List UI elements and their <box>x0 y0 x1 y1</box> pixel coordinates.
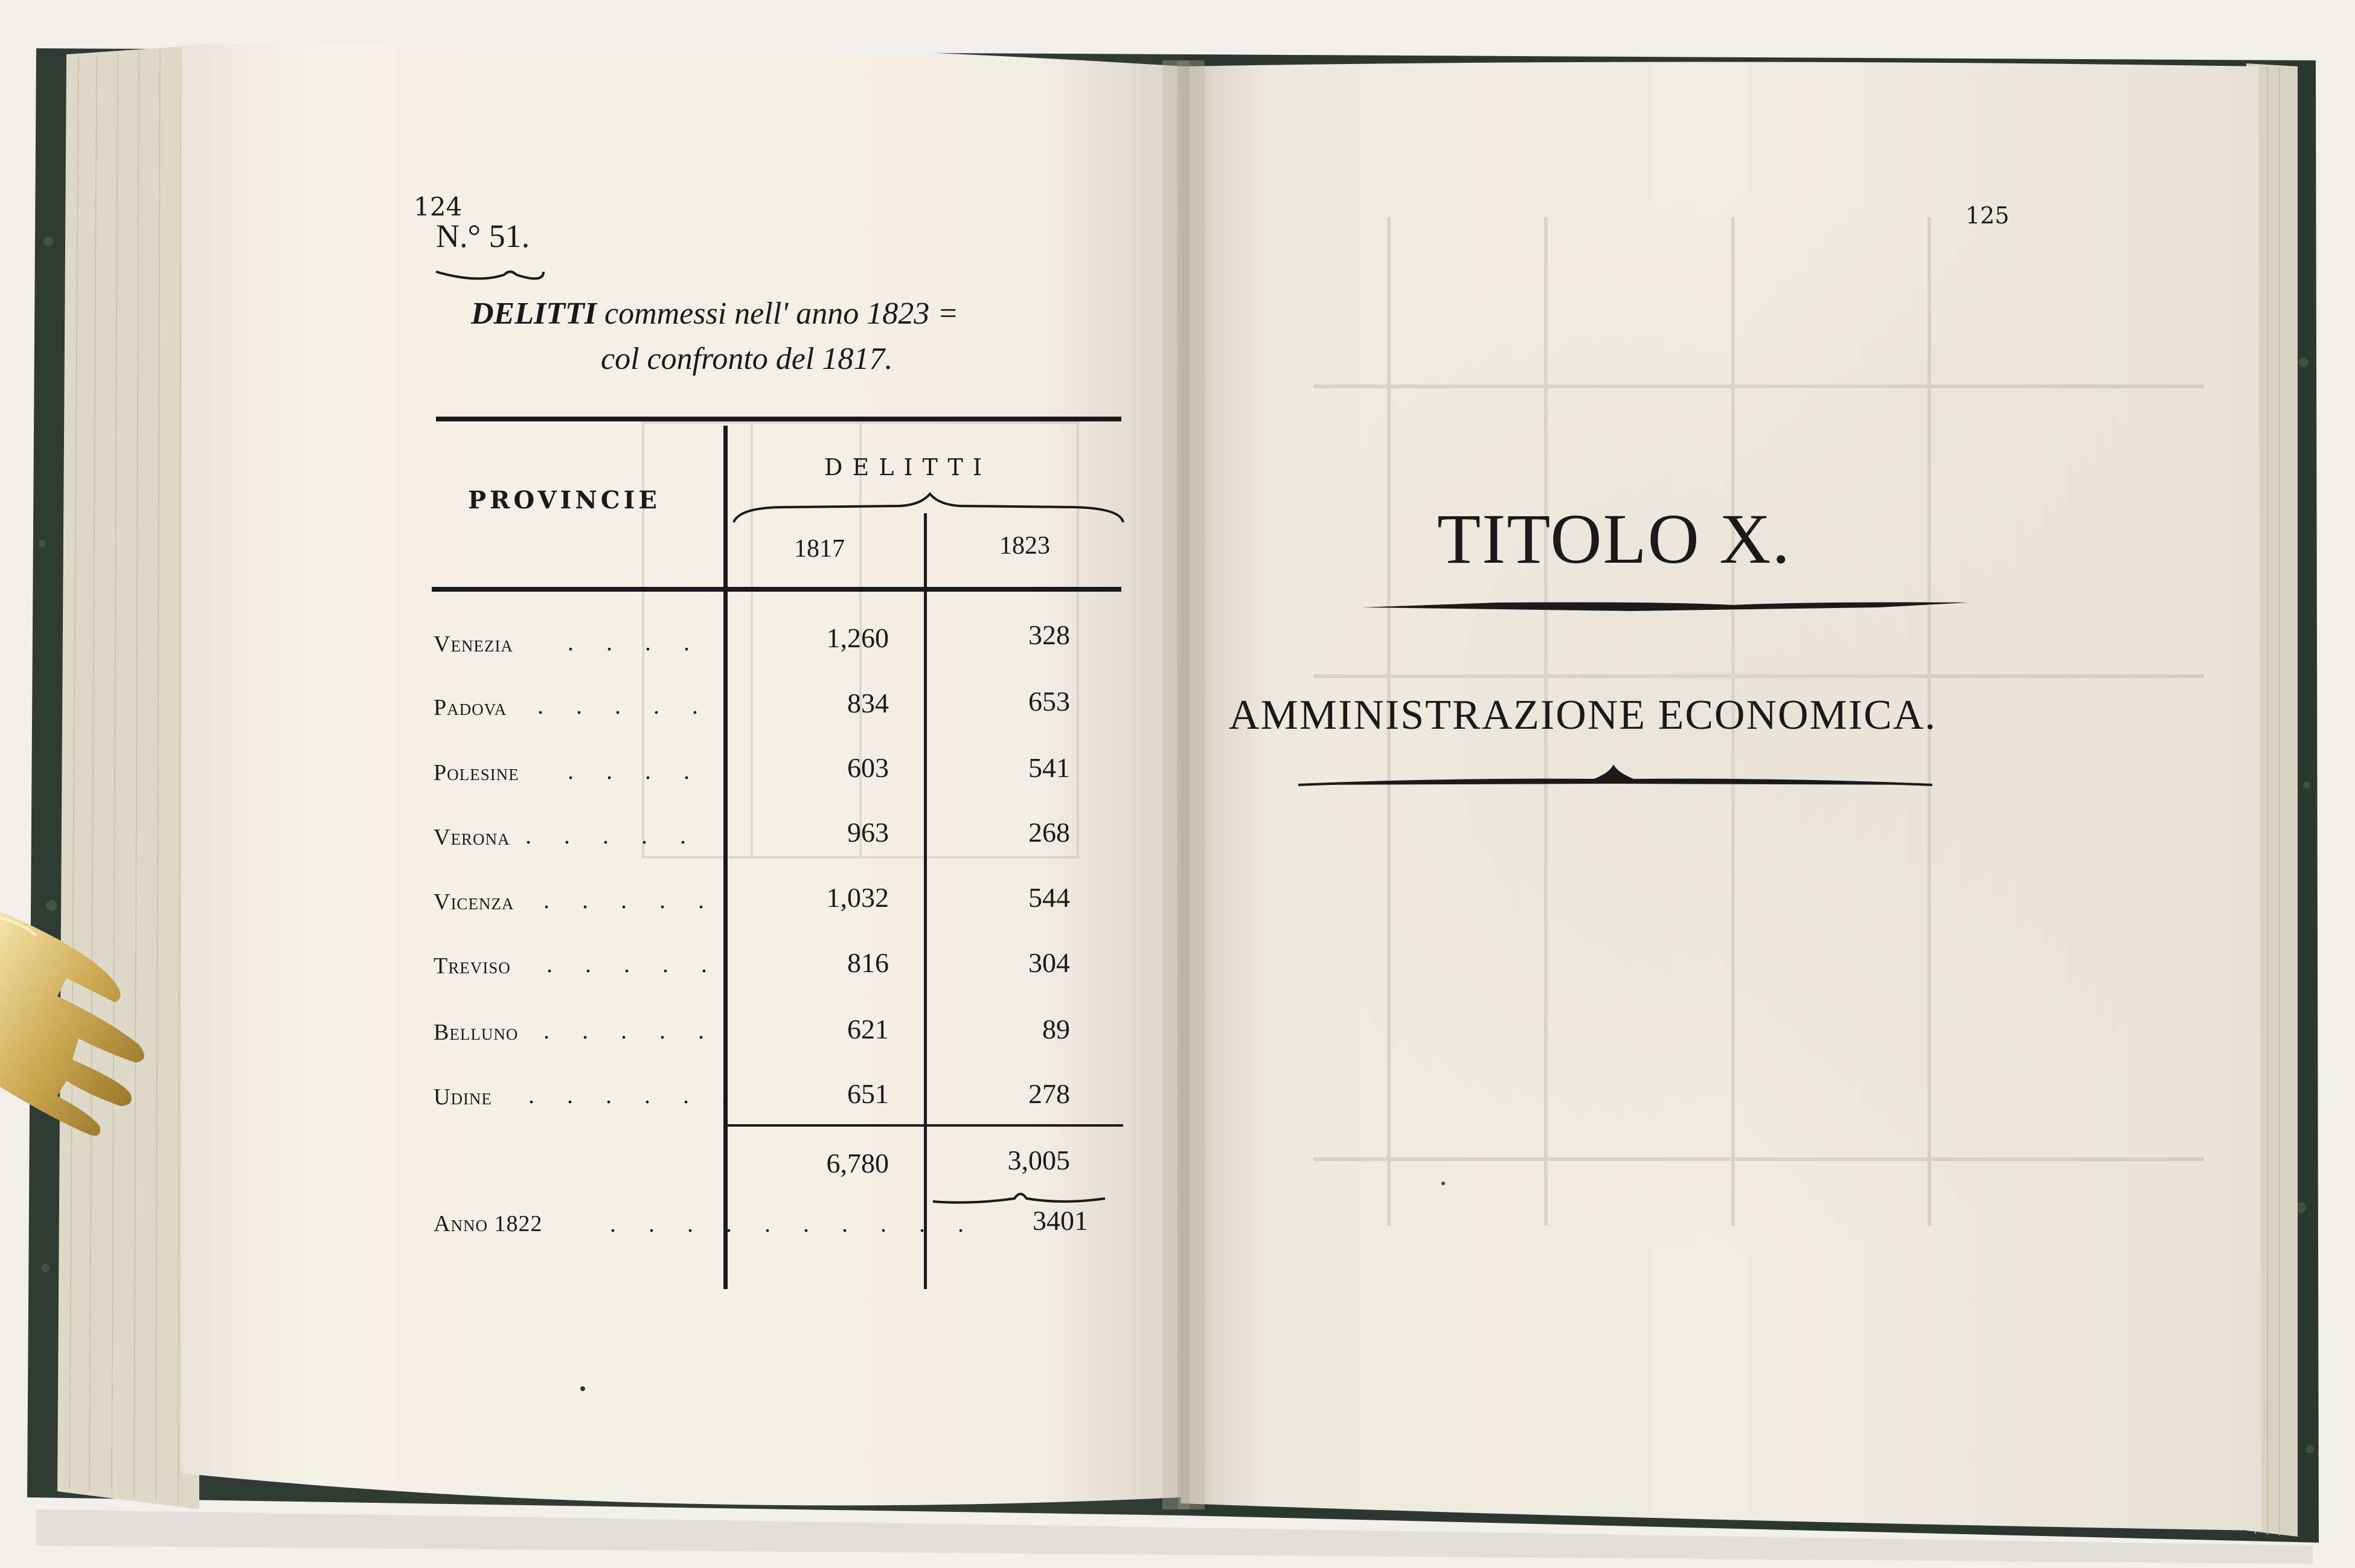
table-divider-main <box>723 426 728 1289</box>
row-province: Udine <box>434 1084 492 1110</box>
leader-dots: . . . . <box>568 629 703 656</box>
row-value-1823: 328 <box>1028 619 1070 650</box>
row-value-1823: 304 <box>1028 947 1070 978</box>
table-top-rule <box>436 417 1121 421</box>
column-header-provincie: PROVINCIE <box>468 486 661 514</box>
total-1823: 3,005 <box>1007 1145 1070 1176</box>
row-value-1823: 541 <box>1028 752 1070 783</box>
leader-dots: . . . . . <box>543 1017 717 1044</box>
row-value-1817: 1,032 <box>826 882 889 913</box>
row-value-1823: 653 <box>1028 686 1070 717</box>
row-value-1823: 89 <box>1042 1014 1070 1045</box>
left-page-number: 124 <box>414 192 463 222</box>
extra-row-label: Anno 1822 <box>434 1211 543 1237</box>
row-value-1817: 1,260 <box>826 622 889 653</box>
table-total-rule <box>728 1124 1123 1127</box>
row-value-1823: 278 <box>1028 1078 1070 1109</box>
leader-dots: . . . . . <box>525 822 699 849</box>
row-value-1817: 651 <box>847 1078 889 1109</box>
row-province: Polesine <box>434 760 519 786</box>
row-value-1823: 268 <box>1028 817 1070 848</box>
leader-dots: . . . . . . . . . . <box>610 1210 977 1237</box>
row-province: Venezia <box>434 632 513 657</box>
row-province: Padova <box>434 695 507 720</box>
leader-dots: . . . . . <box>543 886 717 914</box>
extra-row-value: 3401 <box>1033 1205 1088 1236</box>
row-value-1823: 544 <box>1028 882 1070 913</box>
row-value-1817: 834 <box>847 688 889 718</box>
table-header-rule <box>432 587 1121 592</box>
table-title-lead: DELITTI <box>471 296 597 331</box>
leader-dots: . . . . . <box>546 950 720 978</box>
leader-dots: . . . . . . <box>528 1081 741 1109</box>
column-header-1817: 1817 <box>794 535 845 563</box>
section-subtitle: AMMINISTRAZIONE ECONOMICA. <box>1229 692 1937 738</box>
row-province: Verona <box>434 825 510 850</box>
table-number: N.° 51. <box>436 218 530 254</box>
leader-dots: . . . . <box>568 757 703 784</box>
row-value-1817: 621 <box>847 1014 889 1045</box>
table-title <box>471 296 958 331</box>
column-header-1823: 1823 <box>999 532 1050 560</box>
row-value-1817: 963 <box>847 817 889 848</box>
section-title: TITOLO X. <box>1437 499 1792 578</box>
table-title-rest: commessi nell' anno 1823 = <box>604 296 959 331</box>
row-province: Treviso <box>434 953 511 979</box>
table-subtitle: col confronto del 1817. <box>601 342 893 376</box>
row-value-1817: 603 <box>847 752 889 783</box>
row-province: Vicenza <box>434 889 514 915</box>
leader-dots: . . . . . <box>537 692 711 719</box>
row-province: Belluno <box>434 1020 519 1045</box>
right-page-number: 125 <box>1966 202 2010 229</box>
column-group-header-delitti: DELITTI <box>824 454 992 481</box>
total-1817: 6,780 <box>826 1148 889 1179</box>
row-value-1817: 816 <box>847 947 889 978</box>
